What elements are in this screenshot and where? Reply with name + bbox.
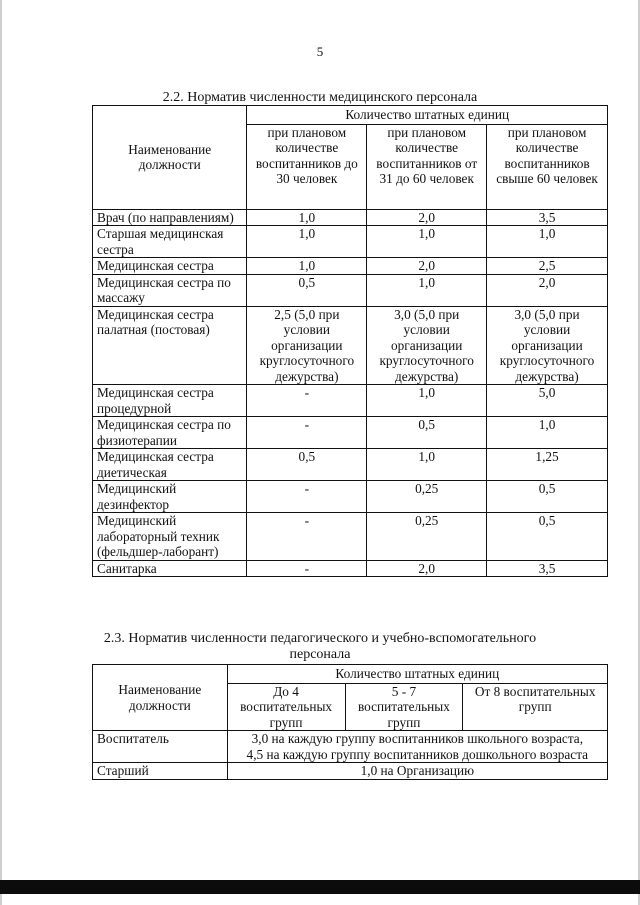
position-name: Медицинская сестра [93, 258, 247, 275]
value-cell: 5,0 [487, 385, 608, 417]
value-cell: 1,0 [487, 417, 608, 449]
value-cell: 3,5 [487, 209, 608, 226]
value-cell: 1,0 [247, 209, 367, 226]
pedagogical-staff-caption [0, 631, 640, 663]
value-cell: 0,25 [367, 513, 487, 561]
table-row [93, 226, 608, 258]
table-row [93, 385, 608, 417]
value-cell: 3,0 (5,0 при условии организации круглосуточного дежурства) [367, 306, 487, 385]
value-cell: 2,0 [367, 258, 487, 275]
staff-units-header: Количество штатных единиц [247, 106, 608, 125]
table-row [93, 481, 608, 513]
table-row [93, 763, 608, 780]
medical-staff-caption: 2.2. Норматив численности медицинского персонала [162, 90, 478, 105]
column-header-over-60: при плановом количестве воспитанников свыше 60 человек [487, 124, 608, 209]
table-row [93, 274, 608, 306]
column-header-31-to-60: при плановом количестве воспитанников от 31 до 60 человек [367, 124, 487, 209]
norm-line: 3,0 на каждую группу воспитанников школьного возраста, [251, 731, 584, 746]
value-cell: - [247, 513, 367, 561]
value-cell: 2,5 [487, 258, 608, 275]
value-cell: 3,0 (5,0 при условии организации круглосуточного дежурства) [487, 306, 608, 385]
value-cell: 3,5 [487, 560, 608, 577]
value-cell: 0,5 [487, 481, 608, 513]
value-cell: 1,0 [367, 226, 487, 258]
position-name: Медицинская сестра по физиотерапии [93, 417, 247, 449]
position-name: Санитарка [93, 560, 247, 577]
table-row [93, 258, 608, 275]
value-cell: 2,0 [367, 560, 487, 577]
table-row [93, 306, 608, 385]
column-header-5-to-7: 5 - 7 воспитательных групп [345, 683, 463, 731]
table-row [93, 449, 608, 481]
value-cell: 0,5 [247, 449, 367, 481]
value-cell: - [247, 417, 367, 449]
value-cell: 1,0 [247, 226, 367, 258]
scan-bottom-band [0, 880, 640, 894]
position-name: Старшая медицинская сестра [93, 226, 247, 258]
table-row [93, 209, 608, 226]
position-name: Медицинская сестра по массажу [93, 274, 247, 306]
caption-line: 2.3. Норматив численности педагогического и учебно-вспомогательного [103, 631, 537, 646]
column-header-from-8: От 8 воспитательных групп [463, 683, 608, 731]
table-row [93, 560, 608, 577]
scan-edge-left [0, 0, 2, 905]
position-name: Медицинская сестра диетическая [93, 449, 247, 481]
position-name: Медицинский дезинфектор [93, 481, 247, 513]
value-cell: 2,0 [367, 209, 487, 226]
table-row [93, 417, 608, 449]
position-name: Старший [93, 763, 228, 780]
position-name: Воспитатель [93, 731, 228, 763]
value-cell: 1,0 [367, 385, 487, 417]
value-cell: 2,5 (5,0 при условии организации круглосуточного дежурства) [247, 306, 367, 385]
position-header: Наименование должности [93, 106, 247, 210]
position-name: Медицинский лабораторный техник (фельдшер-лаборант) [93, 513, 247, 561]
column-header-up-to-4: До 4 воспитательных групп [227, 683, 345, 731]
table-row [93, 513, 608, 561]
staff-units-header: Количество штатных единиц [227, 665, 607, 684]
value-cell: - [247, 385, 367, 417]
value-cell: 1,0 [487, 226, 608, 258]
position-header: Наименование должности [93, 665, 228, 731]
value-cell: 1,0 [367, 449, 487, 481]
pedagogical-staff-table [92, 664, 608, 780]
column-header-up-to-30: при плановом количестве воспитанников до 30 человек [247, 124, 367, 209]
value-cell: 0,5 [247, 274, 367, 306]
medical-staff-table [92, 105, 608, 577]
position-name: Врач (по направлениям) [93, 209, 247, 226]
norm-cell [227, 731, 607, 763]
value-cell: 2,0 [487, 274, 608, 306]
table-row [93, 731, 608, 763]
value-cell: 1,0 [367, 274, 487, 306]
value-cell: 0,5 [487, 513, 608, 561]
value-cell: 1,25 [487, 449, 608, 481]
value-cell: - [247, 481, 367, 513]
page-number: 5 [316, 44, 324, 59]
norm-cell: 1,0 на Организацию [227, 763, 607, 780]
position-name: Медицинская сестра палатная (постовая) [93, 306, 247, 385]
value-cell: 1,0 [247, 258, 367, 275]
value-cell: 0,5 [367, 417, 487, 449]
position-name: Медицинская сестра процедурной [93, 385, 247, 417]
caption-line: персонала [289, 647, 351, 662]
value-cell: - [247, 560, 367, 577]
value-cell: 0,25 [367, 481, 487, 513]
norm-line: 4,5 на каждую группу воспитанников дошкольного возраста [246, 746, 589, 762]
